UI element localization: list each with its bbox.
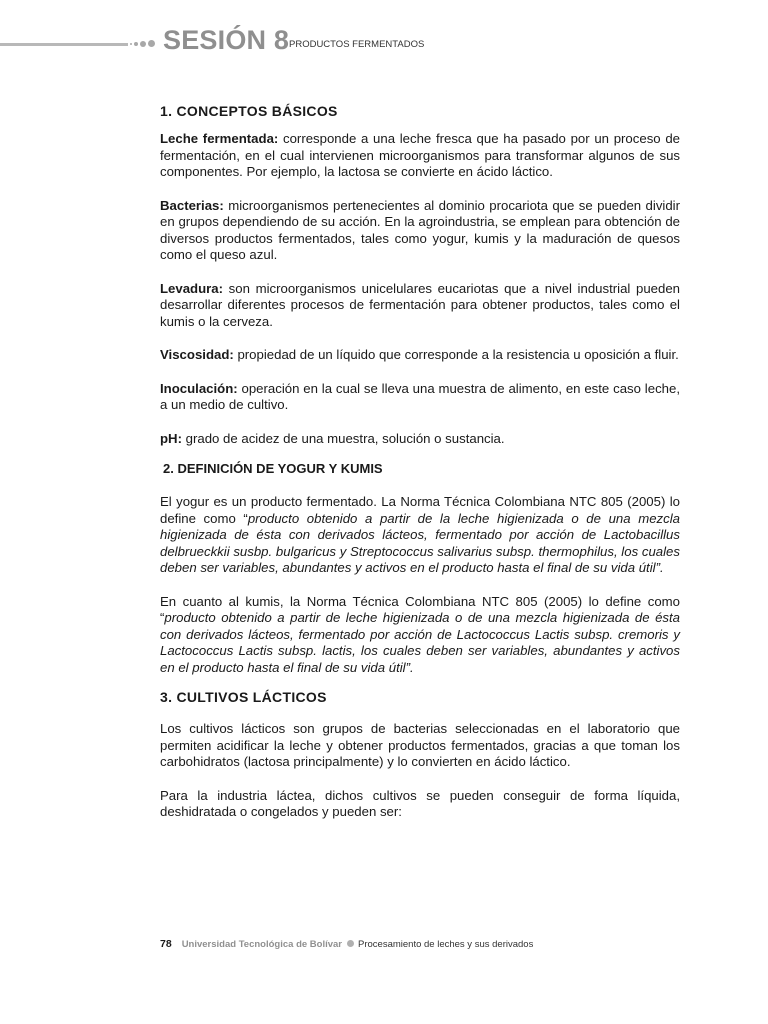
definition-paragraph xyxy=(160,431,680,448)
definition-paragraph xyxy=(160,131,680,181)
kumis-intro: En cuanto al kumis, la Norma Técnica Colombiana NTC 805 (2005) lo define como “ xyxy=(160,593,680,625)
definition-text: grado de acidez de una muestra, solución o sustancia. xyxy=(181,430,505,446)
session-title: SESIÓN 8 xyxy=(163,25,290,55)
cultivos-forms-paragraph: Para la industria láctea, dichos cultivos se pueden conseguir de forma líquida, deshidratada o congelados y pueden ser: xyxy=(160,787,680,819)
definition-paragraph xyxy=(160,281,680,331)
kumis-quote: producto obtenido a partir de leche higienizada o de una mezcla higienizada de ésta con derivados lácteos, fermentado por acción de Lactococcus Lactis subsp. cremoris y Lactococcus Lactis subsp. lactis, los cuales deben ser variables, abundantes y activos en el producto hasta el final de su vida útil”. xyxy=(160,610,680,675)
footer-university: Universidad Tecnológica de Bolívar xyxy=(181,939,342,950)
definition-text: microorganismos pertenecientes al dominio procariota que se pueden dividir en grupos dependiendo de su acción. En la agroindustria, se emplean para obtención de diversos productos fermentados, tales como yogur, kumis y la maduración de quesos como el queso azul. xyxy=(160,197,680,262)
definition-term: Levadura: xyxy=(160,280,224,296)
definition-paragraph xyxy=(160,198,680,264)
definition-term: Bacterias: xyxy=(160,197,224,213)
kumis-definition-paragraph xyxy=(160,594,680,677)
definition-term: Inoculación: xyxy=(160,380,238,396)
definition-text: operación en la cual se lleva una muestra de alimento, en este caso leche, a un medio de cultivo. xyxy=(160,380,680,412)
section-1-heading: 1. CONCEPTOS BÁSICOS xyxy=(160,103,338,119)
definition-text: corresponde a una leche fresca que ha pasado por un proceso de fermentación, en el cual intervienen microorganismos para transformar algunos de sus componentes. Por ejemplo, la lactosa se convierte en ácido láctico. xyxy=(160,131,680,179)
footer-book-title: Procesamiento de leches y sus derivados xyxy=(358,939,534,950)
definition-term: Leche fermentada: xyxy=(160,131,279,146)
page-body xyxy=(160,101,680,821)
header-rule xyxy=(0,43,128,46)
footer-dot-icon xyxy=(347,940,354,947)
definition-term: Viscosidad: xyxy=(160,347,234,362)
yogur-intro: El yogur es un producto fermentado. La Norma Técnica Colombiana NTC 805 (2005) lo define como “ xyxy=(160,494,680,526)
page-number: 78 xyxy=(160,938,172,950)
definition-text: son microorganismos unicelulares eucariotas que a nivel industrial pueden desarrollar diferentes procesos de fermentación para obtener productos, tales como el kumis o la cerveza. xyxy=(160,280,680,329)
cultivos-paragraph: Los cultivos lácticos son grupos de bacterias seleccionadas en el laboratorio que permiten acidificar la leche y obtener productos fermentados, gracias a que toman los carbohidratos (lactosa principalmente) y lo convierten en ácido láctico. xyxy=(160,721,680,769)
definition-term: pH: xyxy=(160,430,182,446)
definition-text: propiedad de un líquido que corresponde a la resistencia u oposición a fluir. xyxy=(233,347,679,362)
page-footer xyxy=(160,936,533,952)
definition-paragraph xyxy=(160,347,680,364)
yogur-quote: producto obtenido a partir de la leche higienizada o de una mezcla higienizada de ésta con derivados lácteos, fermentado por acción de Lactobacillus delbrueckkii susbp. bulgaricus y Streptococcus salivarius subsp. thermophilus, los cuales deben ser variables, abundantes y activos en el producto hasta el final de su vida útil”. xyxy=(160,510,680,575)
section-2-heading: 2. DEFINICIÓN DE YOGUR Y KUMIS xyxy=(163,461,383,476)
session-subtitle: PRODUCTOS FERMENTADOS xyxy=(289,39,425,50)
yogur-definition-paragraph xyxy=(160,494,680,577)
section-3-heading: 3. CULTIVOS LÁCTICOS xyxy=(160,689,327,705)
definition-paragraph xyxy=(160,381,680,414)
